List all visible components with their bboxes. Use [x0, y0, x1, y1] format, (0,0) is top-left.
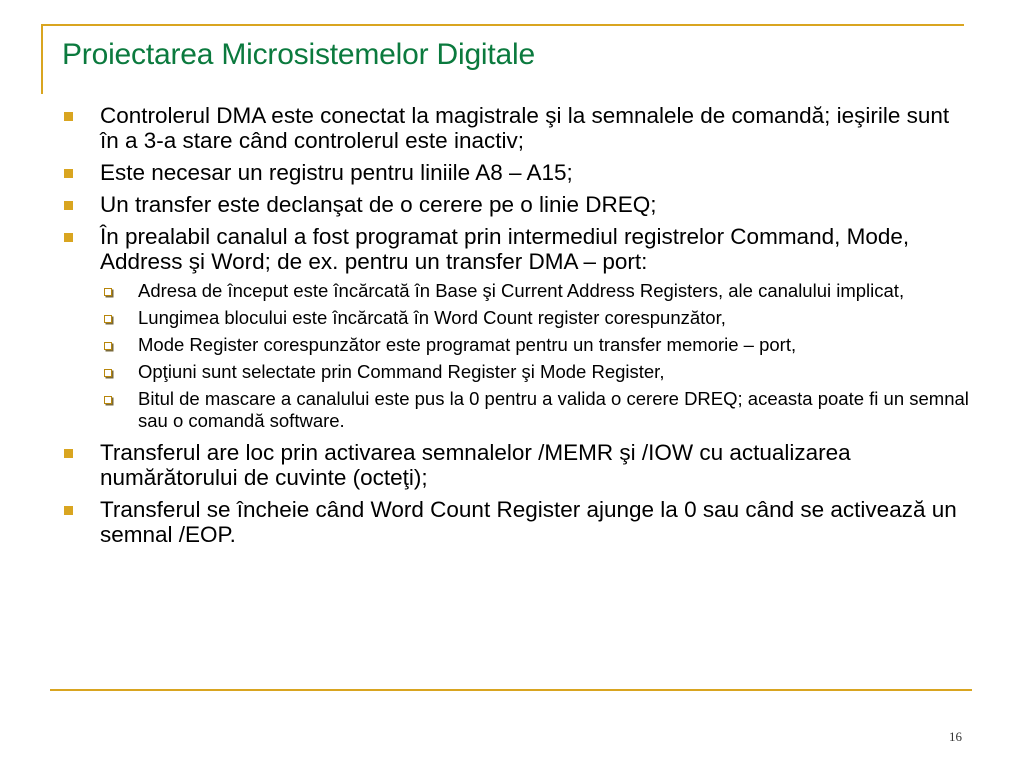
bullet-item [62, 497, 972, 547]
hollow-square-bullet-icon [104, 342, 112, 350]
bullet-item [62, 192, 972, 217]
sub-bullet-text: Opţiuni sunt selectate prin Command Register şi Mode Register, [138, 361, 665, 382]
bullet-item [62, 103, 972, 153]
title-accent-horizontal-line [41, 24, 964, 26]
hollow-square-bullet-icon [104, 396, 112, 404]
bullet-item [62, 160, 972, 185]
page-number: 16 [949, 729, 962, 744]
bullet-text: Controlerul DMA este conectat la magistrale şi la semnalele de comandă; ieşirile sunt în a 3-a stare când controlerul este inactiv; [100, 103, 950, 153]
bullet-item [62, 224, 972, 274]
hollow-square-bullet-icon [104, 288, 112, 296]
square-bullet-icon [64, 169, 73, 178]
sub-bullet-text: Adresa de început este încărcată în Base şi Current Address Registers, ale canalului implicat, [138, 280, 905, 301]
sub-bullet-item [62, 361, 972, 383]
footer-divider-line [50, 689, 972, 691]
bullet-text: În prealabil canalul a fost programat prin intermediul registrelor Command, Mode, Address şi Word; de ex. pentru un transfer DMA – port: [100, 224, 910, 274]
slide-content [62, 103, 972, 554]
square-bullet-icon [64, 449, 73, 458]
bullet-text: Transferul are loc prin activarea semnalelor /MEMR şi /IOW cu actualizarea numărătorului de cuvinte (octeţi); [100, 440, 851, 490]
square-bullet-icon [64, 112, 73, 121]
square-bullet-icon [64, 201, 73, 210]
slide-title: Proiectarea Microsistemelor Digitale [62, 38, 535, 71]
sub-bullet-text: Mode Register corespunzător este programat pentru un transfer memorie – port, [138, 334, 797, 355]
bullet-text: Transferul se încheie când Word Count Register ajunge la 0 sau când se activează un semnal /EOP. [100, 497, 957, 547]
sub-bullet-item [62, 307, 972, 329]
sub-bullet-item [62, 334, 972, 356]
sub-bullet-item [62, 280, 972, 302]
square-bullet-icon [64, 506, 73, 515]
bullet-text: Un transfer este declanşat de o cerere pe o linie DREQ; [100, 192, 657, 217]
square-bullet-icon [64, 233, 73, 242]
title-accent-vertical-line [41, 24, 43, 94]
hollow-square-bullet-icon [104, 369, 112, 377]
hollow-square-bullet-icon [104, 315, 112, 323]
bullet-text: Este necesar un registru pentru liniile A8 – A15; [100, 160, 573, 185]
sub-bullet-item [62, 388, 972, 432]
sub-bullet-text: Bitul de mascare a canalului este pus la 0 pentru a valida o cerere DREQ; aceasta poate fi un semnal sau o comandă software. [138, 388, 969, 431]
sub-bullet-text: Lungimea blocului este încărcată în Word Count register corespunzător, [138, 307, 726, 328]
bullet-item [62, 440, 972, 490]
